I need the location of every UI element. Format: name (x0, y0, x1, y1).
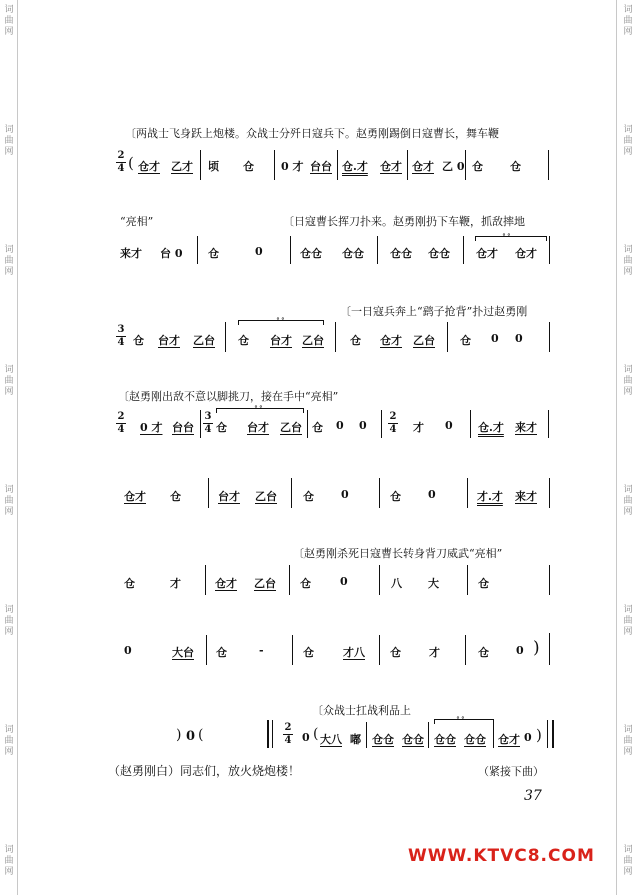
bar-line (225, 322, 226, 352)
margin-watermark-glyphs (2, 5, 16, 38)
margin-watermark-glyphs (2, 845, 16, 878)
margin-watermark-glyph: 曲 (623, 256, 633, 266)
bar-line (337, 150, 338, 180)
margin-watermark-glyph: 网 (623, 27, 633, 37)
margin-watermark-glyphs (2, 605, 16, 638)
bar-line (447, 322, 448, 352)
margin-watermark-glyphs (621, 725, 635, 758)
margin-watermark-glyph: 词 (4, 485, 14, 495)
beat: 仓 (208, 247, 219, 260)
bar-line (289, 565, 290, 595)
bar-line (381, 410, 382, 438)
beat: 大八 (320, 733, 342, 746)
margin-watermark-glyph: 曲 (4, 856, 14, 866)
beat: 仓 (243, 160, 254, 173)
stage-direction-8: 〔众战士扛战利品上 (312, 704, 411, 717)
margin-watermark-glyph: 网 (4, 507, 14, 517)
page-number: 37 (524, 788, 542, 804)
bar-line (467, 478, 468, 508)
beat: 仓仓 (402, 733, 424, 746)
beat: 仓 (170, 490, 181, 503)
double-bar-line (267, 720, 269, 748)
beat: 台才 (158, 334, 180, 347)
double-bar-line (552, 720, 554, 748)
bar-line (292, 635, 293, 665)
bar-line (547, 720, 548, 748)
margin-watermark-glyph: 网 (4, 867, 14, 877)
margin-watermark-glyphs (621, 485, 635, 518)
beat: 仓仓 (390, 247, 412, 260)
margin-watermark-glyphs (2, 725, 16, 758)
beat: 台才 (218, 490, 240, 503)
bar-line (335, 322, 336, 352)
bar-line (549, 565, 550, 595)
margin-watermark-glyph: 网 (623, 147, 633, 157)
beat: 仓 (216, 421, 227, 434)
beat: 仓才 (215, 577, 237, 590)
margin-watermark-glyph: 网 (4, 267, 14, 277)
beat: 仓 (510, 160, 521, 173)
beat: 仓 (350, 334, 361, 347)
beat: 仓.才 (478, 421, 504, 434)
margin-watermark-glyph: 词 (623, 125, 633, 135)
beat: 仓 (390, 646, 401, 659)
margin-watermark-glyph: 词 (4, 5, 14, 15)
beat: 乙才 (171, 160, 193, 173)
time-signature: 2 4 (117, 150, 125, 174)
margin-watermark-glyph: 曲 (4, 376, 14, 386)
beat: 仓仓 (300, 247, 322, 260)
bar-line (379, 565, 380, 595)
margin-watermark-glyph: 网 (623, 747, 633, 757)
beat: 台 0 (160, 247, 183, 260)
margin-watermark-glyphs (2, 125, 16, 158)
beat: 0 才 (281, 160, 304, 173)
beat: 0 (336, 419, 344, 432)
beat: 乙台 (302, 334, 324, 347)
beat: 仓才 (498, 733, 520, 746)
beat: 来才 (515, 421, 537, 434)
beat: 仓仓 (428, 247, 450, 260)
close-paren: ) (533, 638, 540, 658)
open-paren: ( (198, 727, 204, 743)
margin-watermark-glyph: 曲 (623, 856, 633, 866)
bar-line (290, 236, 291, 264)
beat: 0 (124, 644, 132, 657)
margin-watermark-glyphs (2, 365, 16, 398)
beat: 0 (255, 245, 263, 258)
margin-watermark-glyphs (621, 365, 635, 398)
beat: 仓仓 (372, 733, 394, 746)
margin-watermark-glyph: 曲 (4, 256, 14, 266)
stage-direction-1: 〔两战士飞身跃上炮楼。众战士分歼日寇兵下。赵勇刚踢倒日寇曹长，舞车鞭 (125, 127, 499, 140)
open-paren: ( (313, 726, 319, 742)
beat: 仓 (238, 334, 249, 347)
margin-watermark-glyphs (621, 605, 635, 638)
bar-line (205, 565, 206, 595)
margin-watermark-glyph: 词 (623, 845, 633, 855)
margin-watermark-glyph: 网 (4, 387, 14, 397)
beat: 0 (186, 729, 196, 744)
margin-watermark-glyph: 词 (4, 845, 14, 855)
bar-line (548, 410, 549, 438)
margin-watermark-glyph: 曲 (4, 496, 14, 506)
margin-watermark-glyph: 曲 (623, 376, 633, 386)
spoken-line: （赵勇刚白）同志们，放火烧炮楼！ (108, 764, 301, 778)
beat: 仓 (390, 490, 401, 503)
margin-watermark-glyph: 网 (623, 387, 633, 397)
beat: 乙台 (254, 577, 276, 590)
beat: 仓仓 (434, 733, 456, 746)
bar-line (379, 478, 380, 508)
beat: 0 才 (140, 421, 163, 434)
time-signature: 3 4 (204, 411, 212, 435)
beat: 0 (515, 332, 523, 345)
beat: 嘟 (350, 733, 361, 746)
margin-watermark-glyph: 网 (623, 267, 633, 277)
bar-line (274, 150, 275, 180)
margin-watermark-glyph: 网 (4, 747, 14, 757)
margin-watermark-glyph: 曲 (623, 736, 633, 746)
margin-watermark-glyph: 曲 (4, 16, 14, 26)
bar-line (307, 410, 308, 438)
beat: 台台 (172, 421, 194, 434)
bar-line (493, 722, 494, 748)
beat: 才 (413, 421, 424, 434)
beat: 大 (428, 577, 439, 590)
stage-direction-6: 〔赵勇刚杀死日寇曹长转身背刀威武“亮相” (293, 547, 503, 560)
beat: 才.才 (477, 490, 503, 503)
margin-watermark-glyph: 曲 (4, 136, 14, 146)
margin-watermark-glyphs (621, 5, 635, 38)
beat: 乙台 (255, 490, 277, 503)
bar-line (379, 635, 380, 665)
margin-watermark-glyph: 词 (4, 125, 14, 135)
beat: 乙台 (413, 334, 435, 347)
margin-watermark-glyph: 曲 (4, 736, 14, 746)
beat: 仓 (472, 160, 483, 173)
beat: - (259, 644, 264, 657)
bar-line (463, 236, 464, 264)
beat: 台才 (247, 421, 269, 434)
beat: 仓仓 (342, 247, 364, 260)
beat: 仓 (303, 490, 314, 503)
beat: 乙台 (280, 421, 302, 434)
stage-direction-2a: “亮相” (120, 215, 154, 228)
beat: 顷 (208, 160, 219, 173)
transition-note: （紧接下曲） (478, 765, 544, 778)
bar-line (467, 565, 468, 595)
bar-line (549, 236, 550, 264)
beat: 仓才 (412, 160, 434, 173)
beat: 仓 (216, 646, 227, 659)
time-signature: 2 4 (389, 411, 397, 435)
right-margin-line (616, 0, 617, 895)
margin-watermark-glyph: 网 (4, 27, 14, 37)
beat: 八 (391, 577, 402, 590)
beat: 仓才 (124, 490, 146, 503)
dots: ∘∘ (254, 402, 264, 411)
beat: 仓才 (380, 160, 402, 173)
margin-watermark-glyph: 网 (4, 147, 14, 157)
beat: 仓 (303, 646, 314, 659)
margin-watermark-glyph: 词 (4, 365, 14, 375)
dots: ∘∘ (502, 230, 512, 239)
margin-watermark-glyph: 网 (623, 867, 633, 877)
margin-watermark-glyph: 曲 (4, 616, 14, 626)
margin-watermark-glyph: 曲 (623, 496, 633, 506)
bar-line (549, 322, 550, 352)
beat: 0 (445, 419, 453, 432)
close-paren: ) (536, 726, 542, 744)
bar-line (548, 150, 549, 180)
bar-line (197, 236, 198, 264)
beat: 0 (359, 419, 367, 432)
site-watermark: WWW.KTVC8.COM (408, 846, 595, 866)
dots: ∘∘ (276, 314, 286, 323)
beat: 仓 (300, 577, 311, 590)
margin-watermark-glyph: 网 (623, 507, 633, 517)
dots: ∘∘ (456, 713, 466, 722)
margin-watermark-glyph: 词 (623, 485, 633, 495)
margin-watermark-glyphs (621, 245, 635, 278)
margin-watermark-glyph: 曲 (623, 616, 633, 626)
bar-line (208, 478, 209, 508)
margin-watermark-glyph: 词 (4, 725, 14, 735)
beat: 0 (516, 644, 524, 657)
time-signature: 3 4 (117, 324, 125, 348)
margin-watermark-glyph: 网 (623, 627, 633, 637)
bar-line (465, 150, 466, 180)
bar-line (465, 635, 466, 665)
left-margin-line (17, 0, 18, 895)
beat: 0 (524, 731, 532, 744)
beat: 0 (428, 488, 436, 501)
beat: 仓 (133, 334, 144, 347)
margin-watermark-glyph: 曲 (623, 136, 633, 146)
margin-watermark-glyph: 词 (4, 245, 14, 255)
beat: 仓才 (515, 247, 537, 260)
beat: 台才 (270, 334, 292, 347)
beat: 仓 (460, 334, 471, 347)
beat: 仓.才 (342, 160, 368, 173)
beat: 才八 (343, 646, 365, 659)
margin-watermark-glyphs (2, 485, 16, 518)
beat: 来才 (120, 247, 142, 260)
bar-line (291, 478, 292, 508)
margin-watermark-glyph: 曲 (623, 16, 633, 26)
margin-watermark-glyph: 词 (623, 605, 633, 615)
time-signature: 2 4 (117, 411, 125, 435)
beat: 台台 (310, 160, 332, 173)
beat: 仓 (478, 646, 489, 659)
bar-line (549, 478, 550, 508)
bar-line (407, 150, 408, 180)
margin-watermark-glyph: 词 (623, 725, 633, 735)
margin-watermark-glyphs (621, 125, 635, 158)
margin-watermark-glyph: 词 (623, 365, 633, 375)
beat: 来才 (515, 490, 537, 503)
margin-watermark-glyphs (621, 845, 635, 878)
bar-line (200, 410, 201, 438)
beat: 0 (302, 731, 310, 744)
stage-direction-3: 〔一日寇兵奔上“鹞子抢背”扑过赵勇刚 (340, 305, 528, 318)
bar-line (206, 635, 207, 665)
margin-watermark-glyph: 网 (4, 627, 14, 637)
bar-line (428, 722, 429, 748)
time-signature: 2 4 (284, 722, 292, 746)
bar-line (377, 236, 378, 264)
beat: 0 (491, 332, 499, 345)
beat: 仓 (478, 577, 489, 590)
beat: 乙 0 (442, 160, 465, 173)
beat: 仓才 (476, 247, 498, 260)
double-bar-line (272, 720, 273, 748)
margin-watermark-glyph: 词 (623, 5, 633, 15)
margin-watermark-glyph: 词 (623, 245, 633, 255)
stage-direction-4: 〔赵勇刚出敌不意以脚挑刀，接在手中“亮相” (118, 390, 339, 403)
bar-line (366, 722, 367, 748)
stage-direction-2b: 〔日寇曹长挥刀扑来。赵勇刚扔下车鞭，抓敌摔地 (283, 215, 525, 228)
margin-watermark-glyphs (2, 245, 16, 278)
beat: 才 (429, 646, 440, 659)
bar-line (200, 150, 201, 180)
beat: 仓才 (138, 160, 160, 173)
beat: 0 (340, 575, 348, 588)
open-paren: ( (128, 154, 134, 172)
beat: 0 (341, 488, 349, 501)
margin-watermark-glyph: 词 (4, 605, 14, 615)
beat: 仓 (124, 577, 135, 590)
beat: 大台 (172, 646, 194, 659)
close-paren: ) (176, 727, 182, 743)
beat: 乙台 (193, 334, 215, 347)
beat: 才 (170, 577, 181, 590)
bar-line (549, 633, 550, 665)
beat: 仓 (312, 421, 323, 434)
beat: 仓仓 (464, 733, 486, 746)
bar-line (470, 410, 471, 438)
beat: 仓才 (380, 334, 402, 347)
